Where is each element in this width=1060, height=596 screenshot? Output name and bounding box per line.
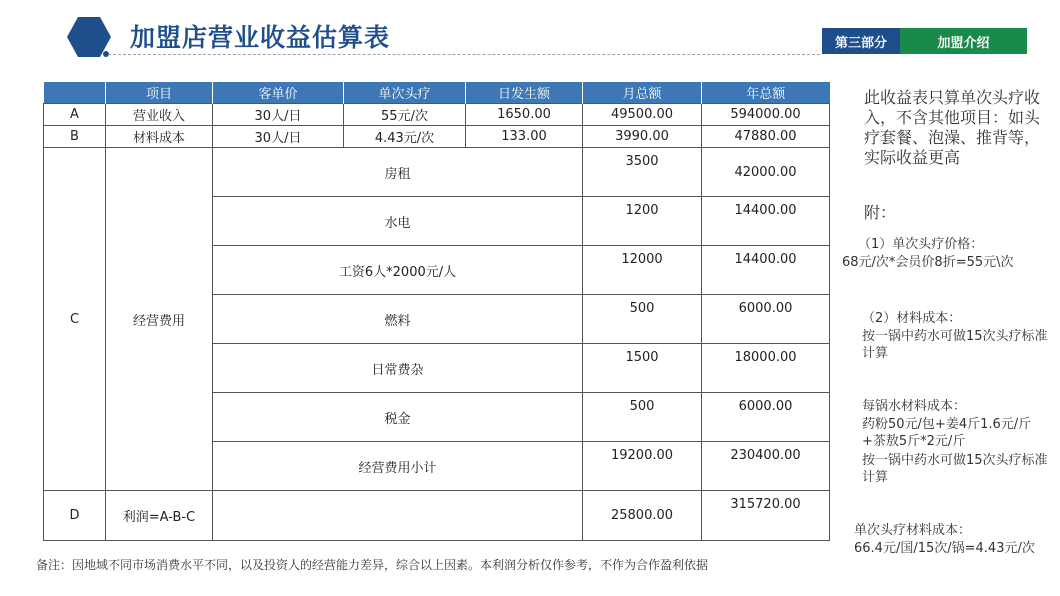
- expense-name: 日常费杂: [213, 344, 583, 393]
- table-row-c: [44, 148, 830, 197]
- cell-yearly: 594000.00: [702, 104, 830, 126]
- column-header: 客单价: [213, 82, 344, 104]
- cell-per-treatment: 55元/次: [344, 104, 466, 126]
- cell-daily: 133.00: [466, 126, 583, 148]
- price-note-body: 68元/次*会员价8折=55元\次: [842, 255, 1014, 270]
- table-row-d: [44, 491, 830, 541]
- expense-name: 房租: [213, 148, 583, 197]
- cell-yearly: 18000.00: [702, 344, 830, 393]
- cell-yearly: 14400.00: [702, 197, 830, 246]
- row-item: 经营费用: [106, 148, 213, 491]
- row-code: C: [44, 148, 106, 491]
- row-item: 材料成本: [106, 126, 213, 148]
- row-item: 利润=A-B-C: [106, 491, 213, 541]
- section-label: 第三部分: [822, 28, 900, 54]
- column-header: [44, 82, 106, 104]
- pot-cost-tail: 按一锅中药水可做15次头疗标准计算: [862, 453, 1048, 485]
- expense-name: 燃料: [213, 295, 583, 344]
- table-row-b: [44, 126, 830, 148]
- row-code: A: [44, 104, 106, 126]
- row-item: 营业收入: [106, 104, 213, 126]
- expense-name: 工资6人*2000元/人: [213, 246, 583, 295]
- cell-per-treatment: 4.43元/次: [344, 126, 466, 148]
- cell-monthly: 1500: [583, 344, 702, 393]
- cell-monthly: 3990.00: [583, 126, 702, 148]
- table-row-a: [44, 104, 830, 126]
- cell-yearly: 6000.00: [702, 295, 830, 344]
- material-note-body: 按一锅中药水可做15次头疗标准计算: [862, 329, 1048, 361]
- cell-monthly: 3500: [583, 148, 702, 197]
- cell-daily: 1650.00: [466, 104, 583, 126]
- cell-yearly: 42000.00: [702, 148, 830, 197]
- cell-monthly: 12000: [583, 246, 702, 295]
- disclaimer-footnote: 备注：因地域不同市场消费水平不同，以及投资人的经营能力差异，综合以上因素。本利润分析仅作参考，不作为合作盈利依据: [36, 558, 709, 572]
- cell-monthly: 19200.00: [583, 442, 702, 491]
- cell-monthly: 500: [583, 393, 702, 442]
- column-header: 项目: [106, 82, 213, 104]
- empty-cell: [213, 491, 583, 541]
- hexagon-icon: [66, 16, 112, 58]
- table-header-row: [44, 82, 830, 104]
- pot-cost-title: 每锅水材料成本：: [862, 399, 967, 414]
- pot-cost-body: 药粉50元/包+姜4斤1.6元/斤+茶敖5斤*2元/斤: [862, 417, 1032, 449]
- cell-yearly: 6000.00: [702, 393, 830, 442]
- cell-monthly: 25800.00: [583, 491, 702, 541]
- cell-price: 30人/日: [213, 104, 344, 126]
- material-note-title: （2）材料成本：: [862, 311, 962, 326]
- title-divider: [108, 54, 820, 55]
- section-tag: [822, 28, 1027, 54]
- page-title: 加盟店营业收益估算表: [130, 23, 391, 52]
- expense-name: 经营费用小计: [213, 442, 583, 491]
- cell-yearly: 315720.00: [702, 491, 830, 541]
- expense-name: 水电: [213, 197, 583, 246]
- cell-yearly: 47880.00: [702, 126, 830, 148]
- cell-monthly: 500: [583, 295, 702, 344]
- column-header: 年总额: [702, 82, 830, 104]
- appendix-title: 附：: [864, 203, 897, 222]
- cell-yearly: 230400.00: [702, 442, 830, 491]
- cell-price: 30人/日: [213, 126, 344, 148]
- revenue-table: [43, 82, 830, 541]
- expense-name: 税金: [213, 393, 583, 442]
- revenue-note: 此收益表只算单次头疗收入，不含其他项目：如头疗套餐、泡澡、推背等，实际收益更高: [864, 88, 1041, 167]
- unit-cost-title: 单次头疗材料成本：: [854, 523, 972, 538]
- section-name: 加盟介绍: [900, 28, 1027, 54]
- unit-cost-body: 66.4元/国/15次/锅=4.43元/次: [854, 541, 1035, 556]
- column-header: 月总额: [583, 82, 702, 104]
- price-note-title: （1）单次头疗价格：: [858, 237, 984, 252]
- row-code: D: [44, 491, 106, 541]
- column-header: 单次头疗: [344, 82, 466, 104]
- column-header: 日发生额: [466, 82, 583, 104]
- cell-monthly: 49500.00: [583, 104, 702, 126]
- row-code: B: [44, 126, 106, 148]
- cell-yearly: 14400.00: [702, 246, 830, 295]
- cell-monthly: 1200: [583, 197, 702, 246]
